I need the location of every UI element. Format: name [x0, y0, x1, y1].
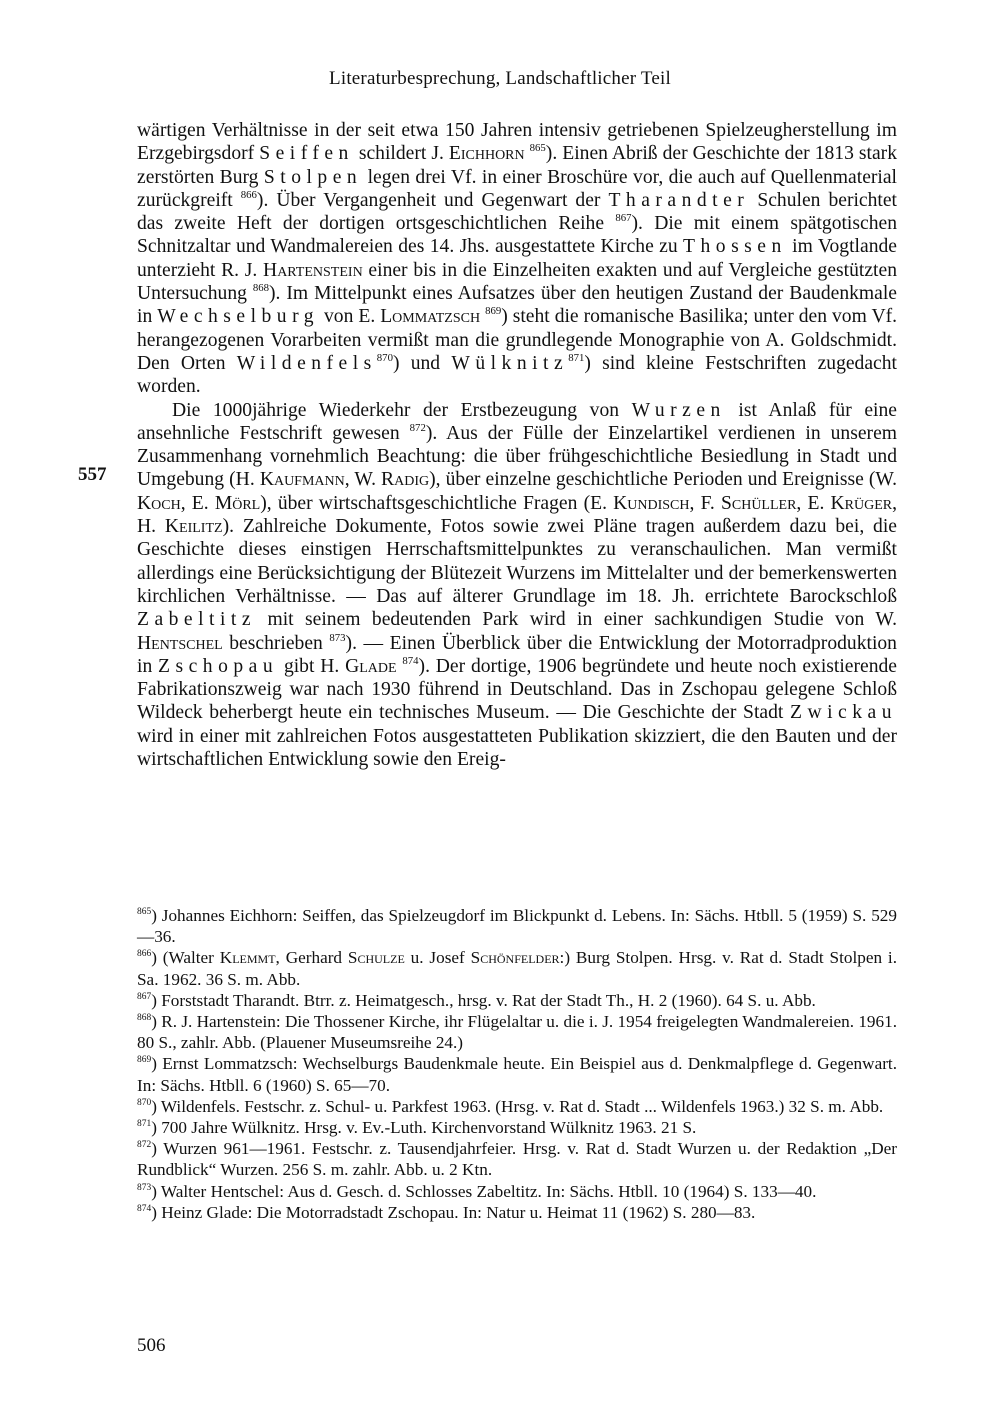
text-run: ) (Walter — [151, 948, 220, 968]
spaced-place-name: Thossen — [683, 236, 787, 258]
footnote-entry — [137, 1202, 897, 1223]
author-name: Kaufmann — [259, 469, 345, 491]
author-name: Glade — [345, 655, 397, 677]
text-run: , E. — [180, 492, 215, 514]
footnote-ref: 874 — [137, 1203, 152, 1214]
footnote-ref: 869 — [485, 305, 502, 318]
spaced-place-name: Stolpen — [263, 166, 363, 188]
footnote-entry — [137, 1096, 897, 1117]
footnote-ref: 867 — [137, 991, 152, 1002]
text-run: wird in einer mit zahlreichen Fotos ausgestatteten Publikation skizziert, die den Bauten und der wirtschaftlichen Entwicklung sowie den Ereig- — [137, 725, 897, 771]
footnote-ref: 866 — [240, 188, 257, 201]
footnote-ref: 870 — [376, 351, 393, 364]
running-title: Literaturbesprechung, Landschaftlicher Teil — [329, 68, 671, 89]
text-run: ). — Einen Überblick über die Entwicklung der Motorradproduktion in — [137, 632, 897, 677]
author-name: Eichhorn — [448, 143, 525, 165]
body-text — [137, 119, 897, 771]
text-run: ). Der dortige, 1906 begründete und heute noch existierende Fabrikationszweig war nach 1930 führend in Deutschland. Das in Zschopau gelegene Schloß Wildeck beherbergt heute ein technisches Museum. — Die Geschichte der Stadt — [137, 655, 897, 724]
text-run: ), über wirtschaftsgeschichtliche Fragen (E. — [260, 492, 614, 514]
author-name: Schüller — [720, 492, 797, 514]
spaced-place-name: Wechselburg — [157, 306, 320, 328]
text-run: ). Über Vergangenheit und Gegenwart der — [256, 189, 609, 211]
text-run: ) Ernst Lommatzsch: Wechselburgs Baudenkmale heute. Ein Beispiel aus d. Denkmalpflege d. Gegenwart. In: Sächs. Htbll. 6 (1960) S. 65—70. — [137, 1054, 897, 1095]
text-run: gibt H. — [278, 655, 346, 677]
text-run: ist Anlaß für eine ansehnliche Festschrift gewesen — [137, 399, 897, 444]
text-run: wärtigen Verhältnisse in der seit etwa 150 Jahren intensiv getriebenen Spielzeugherstellung im Erzgebirgsdorf — [137, 120, 897, 165]
text-run: :) Burg Stolpen. Hrsg. v. Rat d. Stadt Stolpen i. Sa. 1962. 36 S. m. Abb. — [137, 948, 897, 989]
text-run: schildert J. — [353, 143, 449, 165]
spaced-place-name: Zschopau — [158, 655, 279, 677]
text-run: Schulen berichtet das zweite Heft der dortigen ortsgeschichtlichen Reihe — [137, 189, 898, 235]
text-run: von E. — [319, 306, 381, 328]
text-run: ) 700 Jahre Wülknitz. Hrsg. v. Ev.-Luth. Kirchenvorstand Wülknitz 1963. 21 S. — [151, 1118, 697, 1138]
footnote-ref: 872 — [409, 421, 426, 434]
footnote-ref: 868 — [252, 282, 270, 294]
text-run: ) Forststadt Tharandt. Btrr. z. Heimatgesch., hrsg. v. Rat der Stadt Th., H. 2 (1960). 64 S. u. Abb. — [151, 990, 816, 1010]
text-run: ), über einzelne geschichtliche Perioden und Ereignisse (W. — [429, 469, 897, 491]
spaced-place-name: Tharandter — [608, 189, 750, 211]
author-name: Koch — [137, 492, 181, 514]
text-run: ). Im Mittelpunkt eines Aufsatzes über den heutigen Zustand der Baudenkmale in — [137, 283, 897, 328]
author-name: Schönfelder — [470, 948, 560, 968]
footnote-entry — [137, 1181, 897, 1202]
author-name: Mörl — [214, 492, 261, 514]
footnote-ref: 872 — [137, 1140, 152, 1151]
footnote-entry — [137, 1117, 897, 1138]
text-run: ). Einen Abriß der Geschichte der 1813 stark zerstörten Burg — [137, 143, 897, 188]
spaced-place-name: Zabeltitz — [137, 609, 257, 631]
text-run: , W. — [344, 469, 382, 491]
footnote-ref: 874 — [402, 654, 419, 667]
footnote-entry — [137, 905, 897, 947]
text-run: legen drei Vf. in einer Broschüre vor, die auch auf Quellenmaterial zurückgreift — [137, 166, 897, 211]
spaced-place-name: Wurzen — [631, 399, 726, 421]
text-run: ). Die mit einem spätgotischen Schnitzaltar und Wandmalereien des 14. Jhs. ausgestattete Kirche zu — [137, 213, 897, 258]
footnotes — [137, 905, 897, 1223]
footnote-ref: 870 — [137, 1097, 152, 1108]
author-name: Hartenstein — [263, 259, 363, 281]
page-number: 506 — [137, 1335, 166, 1356]
footnote-ref: 865 — [529, 142, 546, 155]
footnote-entry — [137, 1053, 897, 1095]
author-name: Kundisch — [613, 492, 690, 514]
author-name: Radig — [381, 469, 430, 491]
footnote-entry — [137, 947, 897, 989]
spaced-place-name: Wülknitz — [451, 352, 569, 374]
footnote-ref: 873 — [137, 1182, 152, 1193]
text-run: ) und — [392, 352, 452, 374]
footnote-ref: 869 — [137, 1055, 152, 1066]
text-run: einer bis in die Einzelheiten exakten und auf Vergleiche gestützten Untersuchung — [137, 259, 897, 305]
footnote-entry — [137, 1138, 897, 1180]
author-name: Keilitz — [164, 516, 223, 538]
author-name: Lommatzsch — [380, 306, 481, 328]
text-run: beschrieben — [222, 632, 330, 654]
footnote-ref: 868 — [137, 1012, 152, 1023]
text-run: im Vogtlande unterzieht R. J. — [137, 236, 897, 281]
author-name: Klemmt — [219, 948, 276, 968]
margin-number: 557 — [78, 464, 107, 485]
paragraph-2 — [137, 399, 897, 772]
footnote-ref: 871 — [568, 351, 585, 364]
text-run: ) Johannes Eichhorn: Seiffen, das Spielzeugdorf im Blickpunkt d. Lebens. In: Sächs. Htbll. 5 (1959) S. 529—36. — [137, 906, 897, 947]
text-run: , H. — [137, 492, 898, 538]
footnote-ref: 871 — [137, 1118, 152, 1129]
author-name: Krüger — [830, 492, 893, 514]
text-run: ) Heinz Glade: Die Motorradstadt Zschopau. In: Natur u. Heimat 11 (1962) S. 280—83. — [151, 1202, 756, 1222]
text-run: ) Wildenfels. Festschr. z. Schul- u. Parkfest 1963. (Hrsg. v. Rat d. Stadt ... Wildenfels 1963.) 32 S. m. Abb. — [151, 1096, 884, 1116]
footnote-entry — [137, 990, 897, 1011]
text-run: ) sind kleine Festschriften zugedacht worden. — [137, 352, 897, 398]
text-run: Die 1000jährige Wiederkehr der Erstbezeugung von — [172, 399, 632, 421]
footnote-ref: 866 — [137, 949, 152, 960]
footnote-ref: 865 — [137, 906, 152, 917]
spaced-place-name: Wildenfels — [236, 352, 377, 374]
text-run: ) Wurzen 961—1961. Festschr. z. Tausendjahrfeier. Hrsg. v. Rat d. Stadt Wurzen u. der Redaktion „Der Rundblick“ Wurzen. 256 S. m. zahlr. Abb. u. 2 Ktn. — [137, 1139, 897, 1180]
text-run: ) Walter Hentschel: Aus d. Gesch. d. Schlosses Zabeltitz. In: Sächs. Htbll. 10 (1964) S. 133—40. — [151, 1181, 817, 1201]
text-run: , F. — [689, 492, 721, 514]
text-run: ). Aus der Fülle der Einzelartikel verdienen in unserem Zusammenhang vornehmlich Beachtung: die über frühgeschichtliche Besiedlung in Stadt und Umgebung (H. — [137, 422, 898, 491]
spaced-place-name: Zwickau — [790, 702, 897, 724]
text-run: u. Josef — [404, 948, 471, 968]
text-run: ) steht die romanische Basilika; unter den vom Vf. herangezogenen Vorarbeiten vermißt man die grundlegende Monographie von A. Goldschmidt. Den Orten — [137, 306, 898, 374]
text-run: , Gerhard — [275, 948, 348, 968]
author-name: Schulze — [347, 948, 405, 968]
text-run: mit seinem bedeutenden Park wird in einer sachkundigen Studie von W. — [256, 609, 897, 631]
text-run: ) R. J. Hartenstein: Die Thossener Kirche, ihr Flügelaltar u. die i. J. 1954 freigelegten Wandmalereien. 1961. 80 S., zahlr. Abb. (Plauener Museumsreihe 24.) — [137, 1012, 897, 1053]
spaced-place-name: Seiffen — [259, 143, 354, 165]
footnote-ref: 873 — [329, 631, 346, 644]
text-run: , E. — [796, 492, 831, 514]
footnote-ref: 867 — [615, 212, 632, 225]
paragraph-1 — [137, 119, 897, 399]
text-run: ). Zahlreiche Dokumente, Fotos sowie zwei Pläne tragen außerdem dazu bei, die Geschichte dieses einstigen Herrschaftsmittelpunktes zu veranschaulichen. Man vermißt allerdings eine Berücksichtigung der Blütezeit Wurzens im Mittelalter und der bemerkenswerten kirchlichen Verhältnisse. — Das auf älterer Grundlage im 18. Jh. errichtete Barockschloß — [137, 516, 897, 607]
author-name: Hentschel — [137, 632, 223, 654]
footnote-entry — [137, 1011, 897, 1053]
